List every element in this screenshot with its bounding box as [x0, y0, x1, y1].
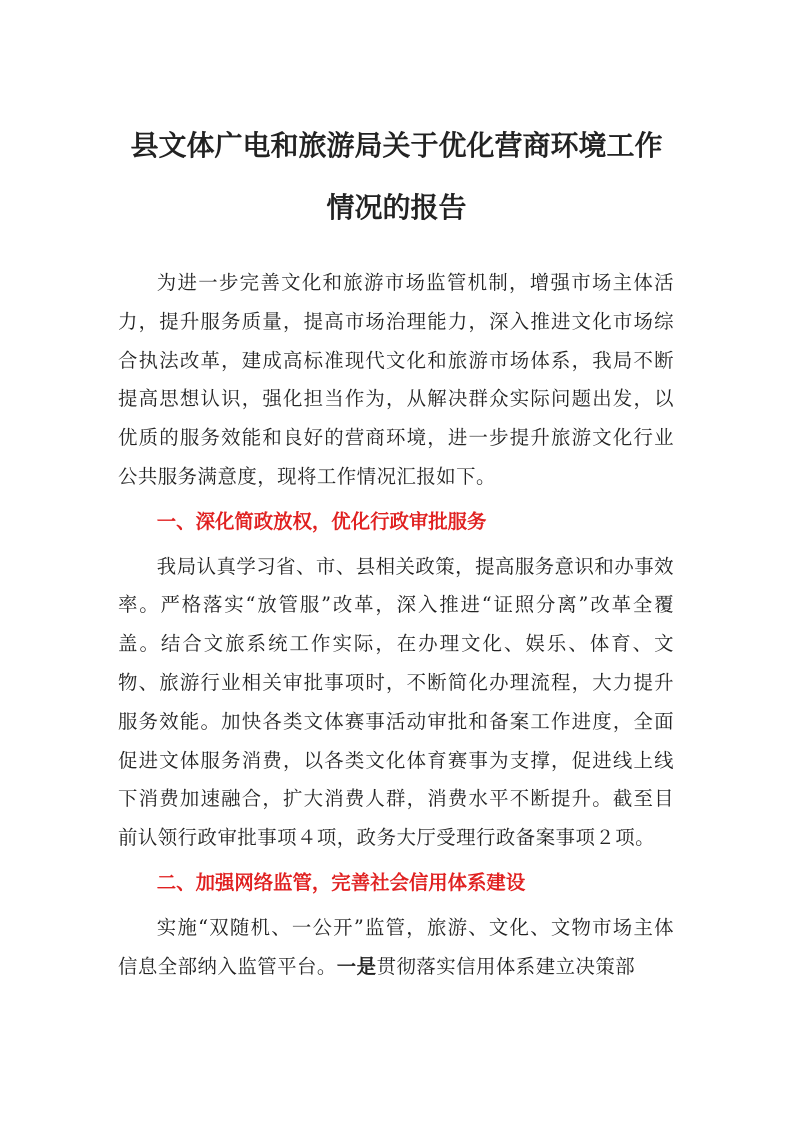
document-body: [118, 264, 674, 986]
section-2-paragraph: [118, 909, 674, 987]
section-2-text-start: 实施“双随机、一公开”监管，旅游、文化、文物市场主体信息全部纳入监管平台。: [118, 915, 674, 978]
section-2-text-end: 贯彻落实信用体系建立决策部: [376, 954, 636, 978]
document-title: [100, 115, 693, 239]
title-line-1: 县文体广电和旅游局关于优化营商环境工作: [130, 129, 663, 162]
section-2-bold-phrase: 一是: [336, 954, 377, 978]
title-line-2: 情况的报告: [326, 191, 467, 224]
section-1-paragraph: 我局认真学习省、市、县相关政策，提高服务意识和办事效率。严格落实“放管服”改革，深入推进“证照分离”改革全覆盖。结合文旅系统工作实际，在办理文化、娱乐、体育、文物、旅游行业相关审批事项时，不断简化办理流程，大力提升服务效能。加快各类文体赛事活动审批和备案工作进度，全面促进文体服务消费，以各类文化体育赛事为支撑，促进线上线下消费加速融合，扩大消费人群，消费水平不断提升。截至目前认领行政审批事项４项，政务大厅受理行政备案事项２项。: [118, 554, 674, 850]
section-2-heading: 二、加强网络监管，完善社会信用体系建设: [156, 870, 526, 894]
intro-paragraph: 为进一步完善文化和旅游市场监管机制，增强市场主体活力，提升服务质量，提高市场治理能力，深入推进文化市场综合执法改革，建成高标准现代文化和旅游市场体系，我局不断提高思想认识，强化担当作为，从解决群众实际问题出发，以优质的服务效能和良好的营商环境，进一步提升旅游文化行业公共服务满意度，现将工作情况汇报如下。: [118, 271, 674, 488]
section-1-heading: 一、深化简政放权，优化行政审批服务: [156, 509, 487, 533]
